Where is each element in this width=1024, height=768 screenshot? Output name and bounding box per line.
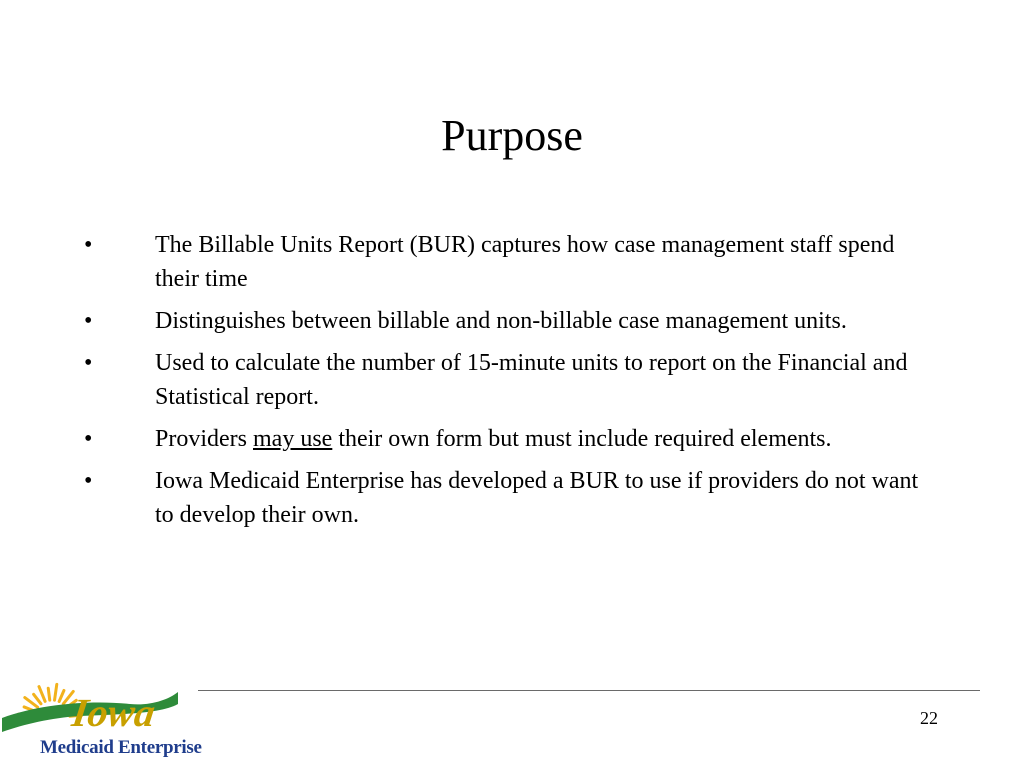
sun-ray <box>55 684 57 700</box>
bullet-item <box>80 422 940 456</box>
sun-ray <box>34 694 41 703</box>
bullet-text-underlined: may use <box>253 426 333 452</box>
bullet-text: Distinguishes between billable and non-billable case management units. <box>155 308 847 334</box>
slide-title: Purpose <box>441 111 583 160</box>
bullet-text-after: their own form but must include required elements. <box>332 426 832 452</box>
bullet-list <box>80 228 940 540</box>
footer-divider <box>198 690 980 691</box>
bullet-icon: • <box>84 468 93 494</box>
bullet-text <box>155 426 832 452</box>
bullet-icon: • <box>84 232 93 258</box>
bullet-text: Iowa Medicaid Enterprise has developed a BUR to use if providers do not want to develop their own. <box>155 468 919 528</box>
sun-ray <box>39 687 45 702</box>
page-number: 22 <box>920 708 938 728</box>
bullet-icon: • <box>84 426 93 452</box>
bullet-text: Used to calculate the number of 15-minute units to report on the Financial and Statistical report. <box>155 350 908 410</box>
bullet-item <box>80 464 940 532</box>
sun-ray <box>59 690 64 701</box>
logo-wordmark: Iowa <box>69 690 158 735</box>
bullet-icon: • <box>84 350 93 376</box>
bullet-item <box>80 304 940 338</box>
bullet-text: The Billable Units Report (BUR) captures how case management staff spend their time <box>155 232 895 292</box>
bullet-text-before: Providers <box>155 426 253 452</box>
bullet-item <box>80 346 940 414</box>
logo-caption: Medicaid Enterprise <box>40 737 202 758</box>
bullet-icon: • <box>84 308 93 334</box>
sun-ray <box>48 688 50 700</box>
bullet-item <box>80 228 940 296</box>
